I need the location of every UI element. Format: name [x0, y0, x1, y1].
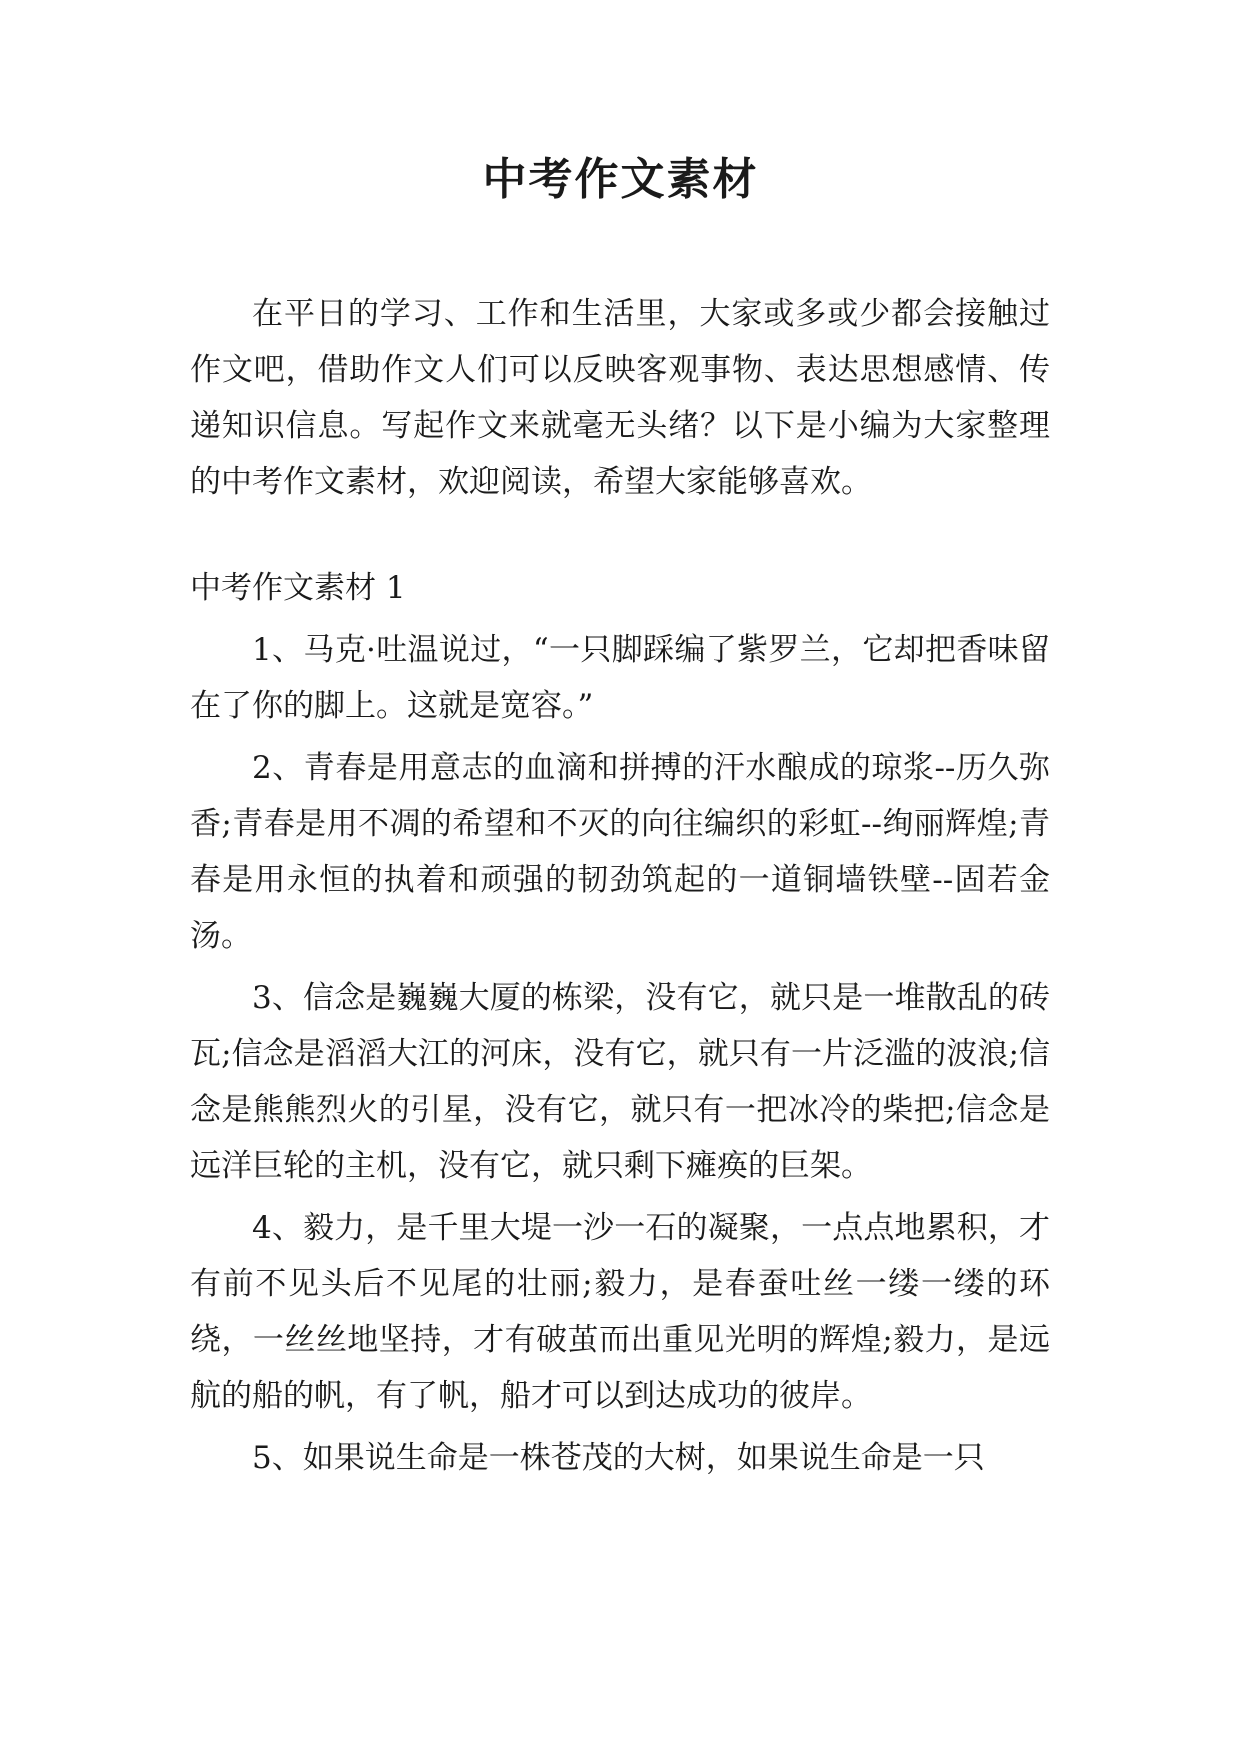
list-item: 4、毅力，是千里大堤一沙一石的凝聚，一点点地累积，才有前不见头后不见尾的壮丽;毅力，是春蚕吐丝一缕一缕的环绕，一丝丝地坚持，才有破茧而出重见光明的辉煌;毅力，是远航的船的帆，有了帆，船才可以到达成功的彼岸。	[190, 1210, 1050, 1414]
section-heading: 中考作文素材 1	[190, 570, 406, 606]
list-item: 5、如果说生命是一株苍茂的大树，如果说生命是一只	[252, 1440, 985, 1476]
list-item: 1、马克·吐温说过，“一只脚踩编了紫罗兰，它却把香味留在了你的脚上。这就是宽容。”	[190, 632, 1050, 724]
document-title: 中考作文素材	[482, 154, 759, 205]
list-item: 2、青春是用意志的血滴和拼搏的汗水酿成的琼浆--历久弥香;青春是用不凋的希望和不灭的向往编织的彩虹--绚丽辉煌;青春是用永恒的执着和顽强的韧劲筑起的一道铜墙铁壁--固若金汤。	[190, 750, 1050, 954]
intro-paragraph: 在平日的学习、工作和生活里，大家或多或少都会接触过作文吧，借助作文人们可以反映客观事物、表达思想感情、传递知识信息。写起作文来就毫无头绪？以下是小编为大家整理的中考作文素材，欢迎阅读，希望大家能够喜欢。	[190, 296, 1050, 500]
list-item: 3、信念是巍巍大厦的栋梁，没有它，就只是一堆散乱的砖瓦;信念是滔滔大江的河床，没有它，就只有一片泛滥的波浪;信念是熊熊烈火的引星，没有它，就只有一把冰冷的柴把;信念是远洋巨轮的主机，没有它，就只剩下瘫痪的巨架。	[190, 980, 1050, 1184]
document-body	[190, 286, 1050, 1492]
